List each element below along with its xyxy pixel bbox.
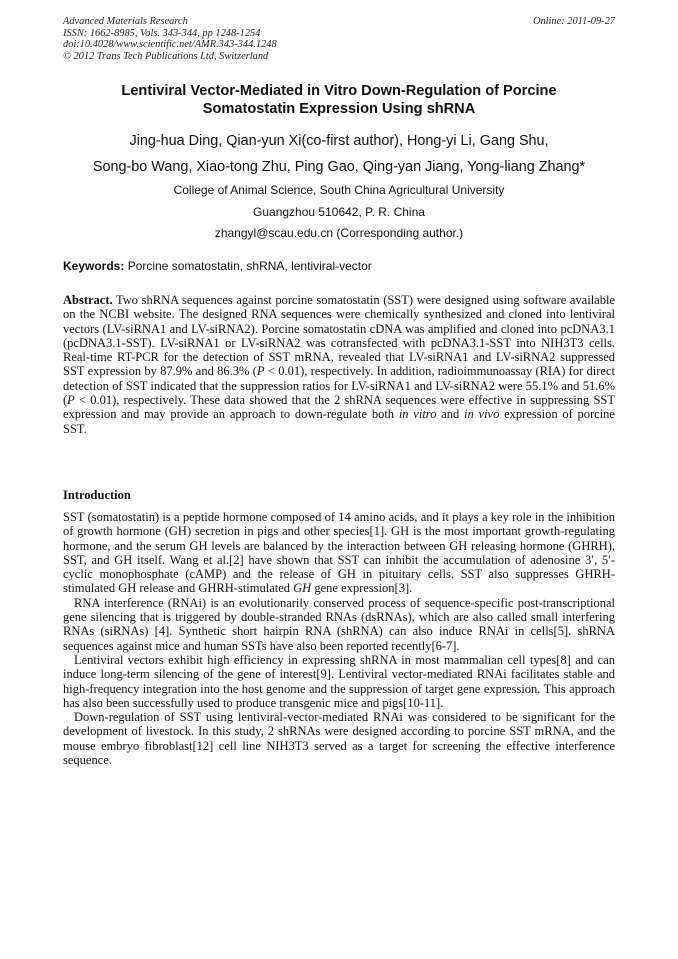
abstract-text: < 0.01), respectively. These data showed that the 2 shRNA sequences were effective in suppressing SST expression and may provide an approach to down-regulate both — [63, 393, 615, 422]
affiliation-city: Guangzhou 510642, P. R. China — [253, 204, 425, 219]
italic-term: GH — [293, 581, 312, 596]
paragraph-text: gene expression[3]. — [311, 581, 413, 596]
doi-line: doi:10.4028/www.scientific.net/AMR.343-344.1248 — [63, 39, 277, 51]
abstract-text: and — [436, 407, 465, 422]
affiliation-college: College of Animal Science, South China Agricultural University — [173, 183, 505, 197]
intro-paragraph-4: Down-regulation of SST using lentiviral-vector-mediated RNAi was considered to be significant for the development of livestock. In this study, 2 shRNAs were designed according to porcine SST mRNA, and the mouse embryo fibroblast[12] cell line NIH3T3 served as a target for screening the effective interference sequence. — [63, 710, 615, 768]
affiliation — [63, 180, 615, 245]
issn-line: ISSN: 1662-8985, Vols. 343-344, pp 1248-1254 — [63, 27, 261, 39]
introduction-body — [63, 510, 615, 767]
abstract-label: Abstract. — [63, 293, 113, 307]
p-value-symbol: P — [256, 364, 265, 379]
intro-paragraph-3: Lentiviral vectors exhibit high efficiency in expressing shRNA in most mammalian cell types[8] and can induce long-term silencing of the gene of interest[9]. Lentiviral vector-mediated RNAi facilitates stable and high-frequency integration into the host genome and the suppression of target gene expression. This approach has also been successfully used to produce transgenic mice and pigs[10-11]. — [63, 652, 615, 710]
paragraph-text: SST (somatostatin) is a peptide hormone composed of 14 amino acids, and it plays a key role in the inhibition of growth hormone (GH) secretion in pigs and other species[1]. GH is the most important growth-regulating hormone, and the serum GH levels are balanced by the interaction between GH releasing hormone (GHRH), SST, and GH itself. Wang et al.[2] have shown that SST can inhibit the accumulation of adenosine 3′, 5′-cyclic monophosphate (cAMP) and the release of GH in pituitary cells. SST also suppresses GHRH- stimulated GH release and GHRH-stimulated — [63, 510, 615, 596]
authors-line-1: Jing-hua Ding, Qian-yun Xi(co-first author), Hong-yi Li, Gang Shu, — [129, 133, 549, 149]
keywords — [63, 258, 615, 274]
paper-title — [63, 82, 615, 118]
keywords-text: Porcine somatostatin, shRNA, lentiviral-vector — [124, 259, 372, 273]
abstract-text: Two shRNA sequences against porcine somatostatin (SST) were designed using software available on the NCBI website. The designed RNA sequences were chemically synthesized and cloned into lentiviral vectors (LV-siRNA1 and LV-siRNA2). Porcine somatostatin cDNA was amplified and cloned into pcDNA3.1 (pcDNA3.1-SST). LV-siRNA1 or LV-siRNA2 was cotransfected with pcDNA3.1-SST into NIH3T3 cells. Real-time RT-PCR for the detection of SST mRNA, revealed that LV-siRNA1 and LV-siRNA2 suppressed SST expression by 87.9% and 86.3% ( — [63, 293, 615, 379]
italic-term: in vitro — [398, 407, 437, 422]
abstract — [63, 293, 615, 436]
intro-paragraph-1 — [63, 510, 615, 596]
online-date: Online: 2011-09-27 — [532, 16, 615, 27]
p-value-symbol: P — [67, 393, 75, 408]
section-heading-introduction: Introduction — [63, 488, 131, 502]
author-list — [40, 128, 638, 180]
authors-line-2: Song-bo Wang, Xiao-tong Zhu, Ping Gao, Qing-yan Jiang, Yong-liang Zhang* — [92, 159, 586, 175]
title-line-1: Lentiviral Vector-Mediated in Vitro Down-Regulation of Porcine — [121, 83, 557, 99]
italic-term: in vivo — [464, 407, 500, 422]
abstract-text: expression of porcine SST. — [63, 407, 615, 436]
corresponding-email: zhangyl@scau.edu.cn (Corresponding author.) — [214, 226, 464, 240]
journal-name: Advanced Materials Research — [63, 16, 188, 27]
intro-paragraph-2: RNA interference (RNAi) is an evolutionarily conserved process of sequence-specific post-transcriptional gene silencing that is triggered by double-stranded RNAs (dsRNAs), which are also called small interfering RNAs (siRNAs) [4]. Synthetic short hairpin RNA (shRNA) can also induce RNAi in cells[5]. shRNA sequences against mice and human SSTs have also been reported recently[6-7]. — [63, 595, 615, 653]
title-line-2: Somatostatin Expression Using shRNA — [202, 101, 476, 117]
copyright-line: © 2012 Trans Tech Publications Ltd, Switzerland — [63, 50, 269, 62]
abstract-text: < 0.01), respectively. In addition, radioimmunoassay (RIA) for direct detection of SST indicated that the suppression ratios for LV-siRNA1 and LV-siRNA2 were 55.1% and 51.6% ( — [63, 364, 615, 408]
keywords-label: Keywords: — [63, 259, 125, 273]
journal-header — [63, 16, 423, 62]
